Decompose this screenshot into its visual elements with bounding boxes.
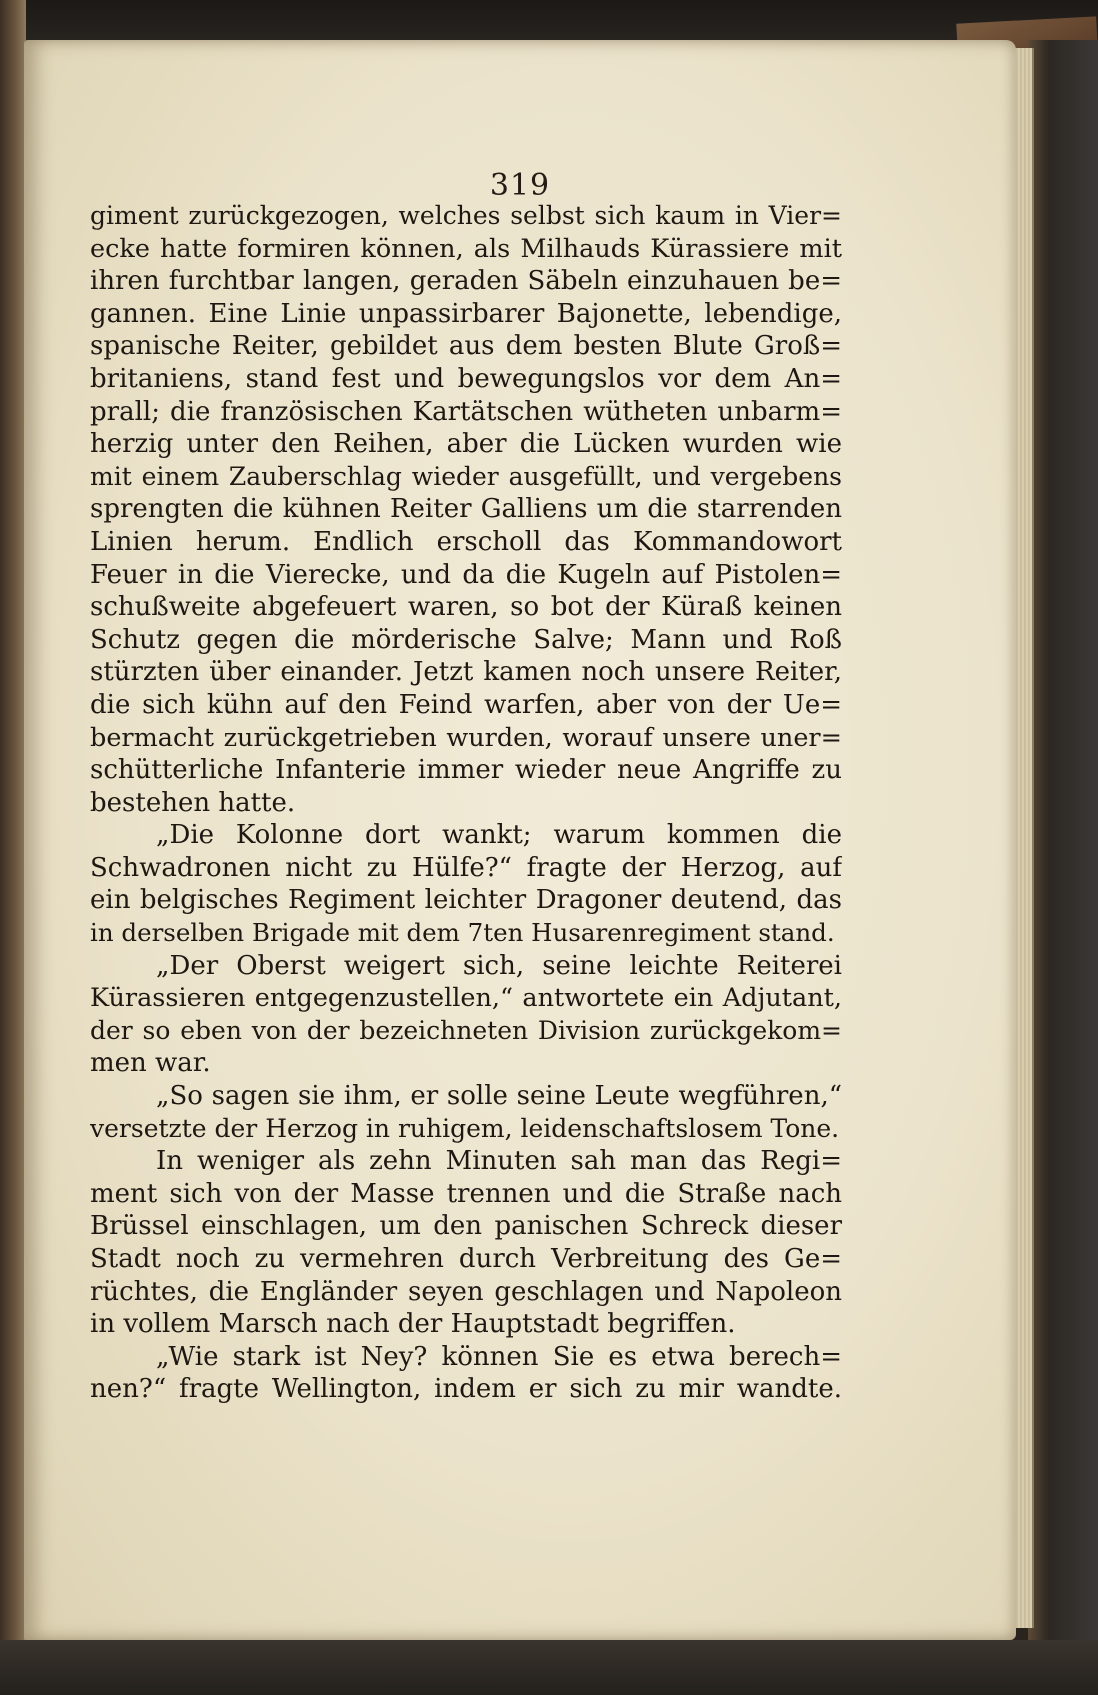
book-page (24, 40, 1016, 1640)
text-line: in derselben Brigade mit dem 7ten Husarenregiment stand. (90, 918, 835, 948)
text-line: ihren furchtbar langen, geraden Säbeln einzuhauen be= (90, 266, 842, 297)
text-line: spanische Reiter, gebildet aus dem besten Blute Groß= (90, 331, 842, 362)
text-line: die sich kühn auf den Feind warfen, aber von der Ue= (90, 689, 842, 720)
text-line: herzig unter den Reihen, aber die Lücken wurden wie (90, 429, 842, 460)
page-number: 319 (489, 168, 551, 203)
text-line: bermacht zurückgetrieben wurden, worauf unsere uner= (90, 722, 842, 753)
text-line: „Der Oberst weigert sich, seine leichte Reiterei (156, 950, 842, 981)
text-line: schußweite abgefeuert waren, so bot der Küraß keinen (90, 592, 842, 623)
text-line: in vollem Marsch nach der Hauptstadt begriffen. (90, 1309, 736, 1340)
text-line: mit einem Zauberschlag wieder ausgefüllt, und vergebens (90, 461, 842, 491)
text-line: Feuer in die Vierecke, und da die Kugeln auf Pistolen= (90, 559, 842, 590)
text-line: versetzte der Herzog in ruhigem, leidenschaftslosem Tone. (90, 1113, 840, 1143)
text-line: britaniens, stand fest und bewegungslos vor dem An= (90, 363, 842, 394)
text-line: „Wie stark ist Ney? können Sie es etwa berech= (156, 1341, 842, 1372)
text-line: ein belgisches Regiment leichter Dragoner deutend, das (90, 885, 842, 916)
text-line: Schutz gegen die mörderische Salve; Mann und Roß (90, 624, 842, 655)
book-cover-right (1028, 40, 1098, 1695)
text-line: schütterliche Infanterie immer wieder neue Angriffe zu (90, 755, 842, 786)
text-line: Schwadronen nicht zu Hülfe?“ fragte der Herzog, auf (90, 852, 842, 883)
text-line: giment zurückgezogen, welches selbst sich kaum in Vier= (90, 201, 842, 230)
text-line: Linien herum. Endlich erscholl das Kommandowort (90, 526, 842, 557)
text-line: stürzten über einander. Jetzt kamen noch unsere Reiter, (90, 657, 842, 688)
book-cover-bottom (0, 1640, 1098, 1695)
text-line: der so eben von der bezeichneten Division zurückgekom= (90, 1015, 842, 1045)
text-line: Kürassieren entgegenzustellen,“ antwortete ein Adjutant, (90, 983, 842, 1014)
text-line: In weniger als zehn Minuten sah man das Regi= (156, 1146, 842, 1177)
text-line: men war. (90, 1048, 211, 1079)
text-line: „So sagen sie ihm, er solle seine Leute wegführen,“ (156, 1081, 842, 1112)
text-line: ment sich von der Masse trennen und die Straße nach (90, 1178, 842, 1209)
text-line: bestehen hatte. (90, 787, 296, 818)
text-line: ecke hatte formiren können, als Milhauds Kürassiere mit (90, 233, 842, 264)
text-line: Stadt noch zu vermehren durch Verbreitung des Ge= (90, 1244, 842, 1274)
text-line: rüchtes, die Engländer seyen geschlagen und Napoleon (90, 1276, 842, 1307)
text-line: Brüssel einschlagen, um den panischen Schreck dieser (90, 1211, 842, 1242)
text-line: gannen. Eine Linie unpassirbarer Bajonette, lebendige, (90, 298, 842, 329)
text-line: prall; die französischen Kartätschen wütheten unbarm= (90, 396, 842, 427)
book-spine-left (0, 0, 26, 1695)
text-line: „Die Kolonne dort wankt; warum kommen die (156, 820, 842, 851)
page-text-block (90, 200, 842, 1406)
text-line: nen?“ fragte Wellington, indem er sich zu mir wandte. (90, 1374, 842, 1405)
text-line: sprengten die kühnen Reiter Galliens um die starrenden (90, 494, 842, 525)
